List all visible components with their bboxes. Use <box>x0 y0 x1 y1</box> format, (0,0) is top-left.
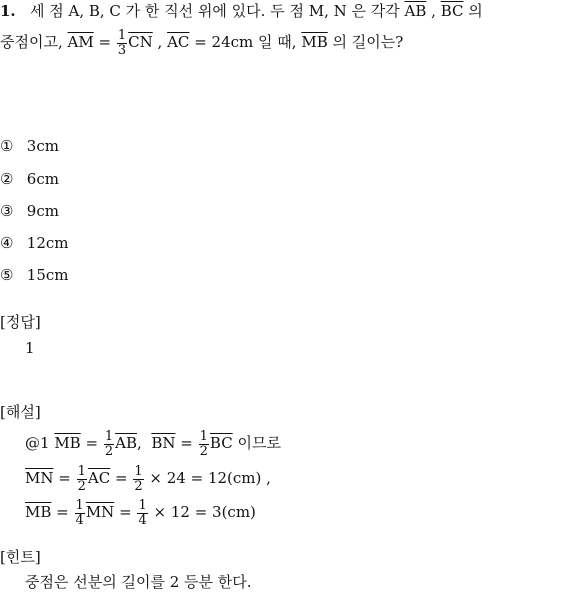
choice-mark: ④ <box>0 234 14 252</box>
fraction-one-quarter <box>75 499 85 528</box>
solution-text: × 24 = 12(cm) , <box>149 469 271 487</box>
problem-text: 중점이고, <box>0 33 63 51</box>
segment-mn: $\overline{MN}$ <box>85 503 115 521</box>
comma: , <box>137 434 142 452</box>
solution-line-1 <box>25 426 281 460</box>
choice-text: 6cm <box>26 170 59 188</box>
solution-line-2 <box>25 461 271 495</box>
segment-ac: $\overline{AC}$ <box>87 469 111 487</box>
choice-mark: ③ <box>0 202 14 220</box>
segment-bn: $\overline{BN}$ <box>151 434 176 452</box>
fraction-numerator: 1 <box>134 463 143 479</box>
fraction-one-third <box>117 29 127 58</box>
fraction-denominator: 2 <box>199 443 208 459</box>
segment-ac: $\overline{AC}$ <box>167 33 190 51</box>
comma: , <box>431 2 436 20</box>
solution-prefix: @1 <box>25 434 50 452</box>
solution-text: 이므로 <box>237 434 281 452</box>
equals-sign: = <box>85 434 99 452</box>
choice-text: 9cm <box>26 202 59 220</box>
equals-sign: = <box>119 503 132 521</box>
fraction-numerator: 1 <box>77 463 86 479</box>
hint-label: [힌트] <box>0 548 41 566</box>
fraction-denominator: 2 <box>134 478 143 494</box>
choice-4[interactable] <box>0 233 69 253</box>
fraction-numerator: 1 <box>75 497 84 513</box>
problem-text: 의 <box>468 2 483 20</box>
fraction-numerator: 1 <box>104 428 114 444</box>
problem-text: 의 길이는? <box>332 33 404 51</box>
comma: , <box>157 33 163 51</box>
fraction-denominator: 3 <box>117 42 127 58</box>
segment-mb: $\overline{MB}$ <box>301 33 328 51</box>
fraction-one-half <box>77 465 87 494</box>
segment-bc: $\overline{BC}$ <box>209 434 233 452</box>
choice-1[interactable] <box>0 136 59 156</box>
problem-line-1 <box>0 1 483 21</box>
fraction-denominator: 2 <box>104 443 114 459</box>
problem-number: 1. <box>0 2 16 20</box>
problem-text: 세 점 A, B, C 가 한 직선 위에 있다. 두 점 M, N 은 각각 <box>29 2 400 20</box>
choice-text: 15cm <box>26 266 69 284</box>
answer-value: 1 <box>25 339 35 357</box>
choice-mark: ⑤ <box>0 266 14 284</box>
fraction-numerator: 1 <box>117 27 127 43</box>
choice-5[interactable] <box>0 265 69 285</box>
equals-sign: = <box>115 469 128 487</box>
answer-label: [정답] <box>0 313 41 331</box>
fraction-one-half <box>199 430 209 459</box>
ac-value: = 24cm <box>194 33 254 51</box>
hint-text: 중점은 선분의 길이를 2 등분 한다. <box>25 573 252 591</box>
choice-mark: ② <box>0 170 14 188</box>
segment-mn: $\overline{MN}$ <box>25 469 54 487</box>
fraction-one-half <box>133 465 143 494</box>
choice-text: 12cm <box>26 234 69 252</box>
problem-line-2 <box>0 27 403 58</box>
fraction-one-quarter <box>137 499 147 528</box>
solution-label: [해설] <box>0 403 41 421</box>
equals-sign: = <box>180 434 193 452</box>
fraction-numerator: 1 <box>199 428 208 444</box>
problem-text: 일 때, <box>258 33 297 51</box>
equals-sign: = <box>98 33 112 51</box>
fraction-denominator: 2 <box>77 478 86 494</box>
fraction-one-half <box>104 430 114 459</box>
fraction-numerator: 1 <box>138 497 147 513</box>
equals-sign: = <box>56 503 69 521</box>
segment-bc: $\overline{BC}$ <box>440 2 464 20</box>
solution-text: × 12 = 3(cm) <box>153 503 256 521</box>
fraction-denominator: 4 <box>138 512 147 528</box>
solution-line-3 <box>25 495 256 529</box>
choice-mark: ① <box>0 137 14 155</box>
fraction-denominator: 4 <box>75 512 84 528</box>
segment-mb: $\overline{MB}$ <box>54 434 81 452</box>
segment-mb: $\overline{MB}$ <box>25 503 52 521</box>
segment-ab: $\overline{AB}$ <box>404 2 427 20</box>
segment-am: $\overline{AM}$ <box>67 33 94 51</box>
choice-2[interactable] <box>0 169 59 189</box>
segment-cn: $\overline{CN}$ <box>128 33 153 51</box>
choice-3[interactable] <box>0 201 59 221</box>
choice-text: 3cm <box>26 137 59 155</box>
equals-sign: = <box>58 469 71 487</box>
segment-ab: $\overline{AB}$ <box>115 434 137 452</box>
